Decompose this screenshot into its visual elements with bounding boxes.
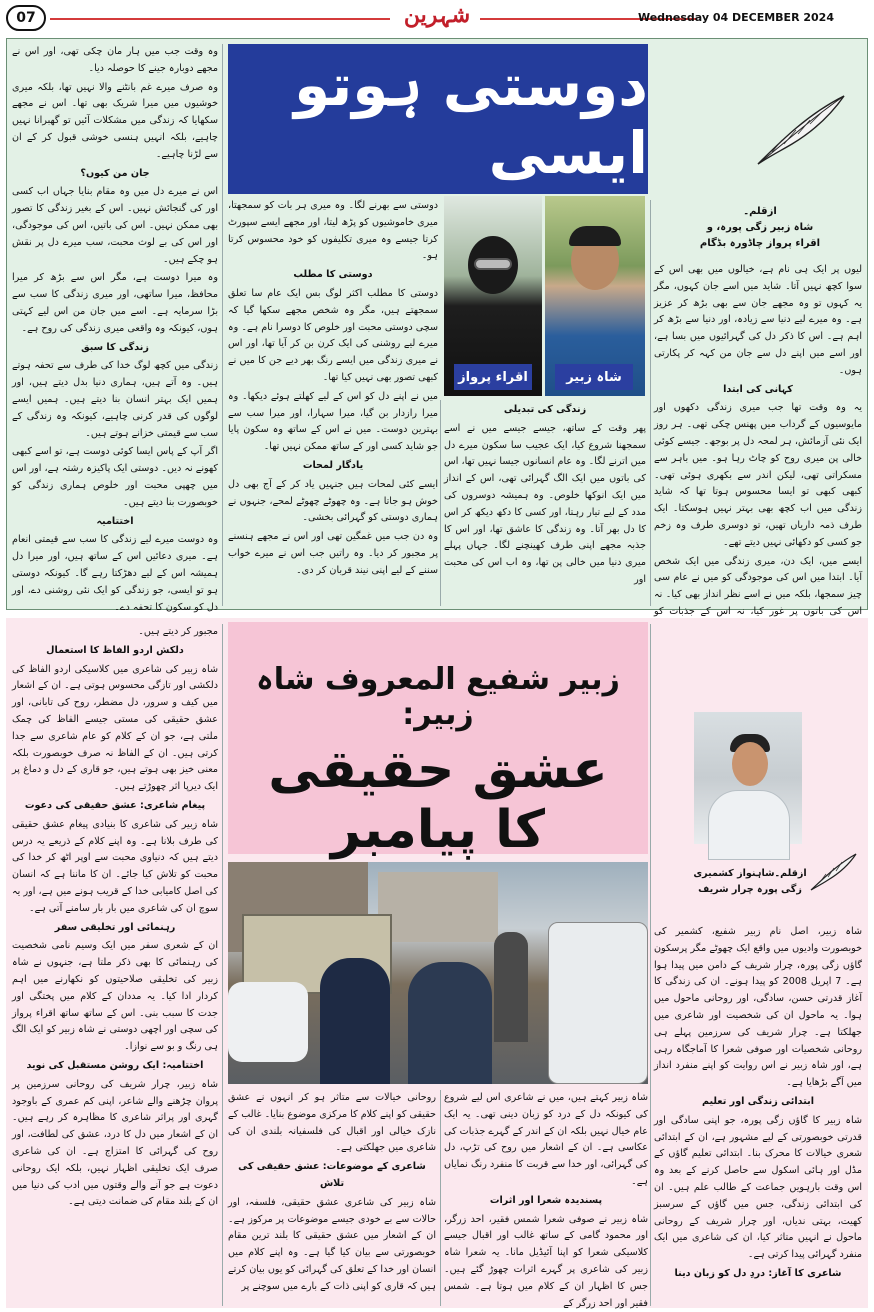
paragraph: دوستی سے بھرنے لگا۔ وہ میری ہر بات کو سمجھتا، میری خاموشیوں کو پڑھ لیتا، اور مجھے ایسے سپورٹ کرتا جیسے وہ میری تکلیفوں کو خود محسوس کرتا ہو۔ [228, 200, 438, 262]
column-divider [440, 400, 441, 606]
issue-date: Wednesday 04 DECEMBER 2024 [637, 11, 834, 24]
subheading: اختتامیہ: ایک روشن مستقبل کی نوید [26, 1059, 204, 1071]
paragraph: شاہ زبیر کی شاعری میں کلاسیکی اردو الفاظ کی دلکشی اور تازگی محسوس ہوتی ہے۔ ان کے اشعار میں کیف و سرور، دل مضطر، روح کی تابانی، اور عشق حقیقی کی مستی جیسے الفاظ کی چمک ملتی ہے، جو ان کے کلام کو عام شاعری سے جدا کرتی ہیں۔ ان کے الفاظ نہ صرف خوبصورت بلکہ معنی خیز بھی ہوتے ہیں، جو قاری کے دل و دماغ پر ایک دیرپا اثر چھوڑتے ہیں۔ [12, 663, 218, 793]
hair [569, 226, 621, 246]
subheading: جان من کیوں؟ [80, 167, 150, 179]
column-divider [222, 624, 223, 1306]
headline-line-2: عشق حقیقی کا پیامبر [268, 740, 608, 860]
column-divider [650, 200, 651, 606]
byline-shah-zubair [690, 866, 810, 898]
column-friendship-mid2 [444, 400, 646, 608]
column-friendship-left [12, 44, 218, 613]
column-divider [440, 1090, 441, 1306]
face [732, 742, 768, 786]
paragraph: میں نے اپنے دل کو اس کے لیے کھلتے ہوئے دیکھا۔ وہ میرا رازدار بن گیا، میرا سہارا، اور میرا سب سے بہترین دوست۔ میں نے اس کے ساتھ وہ سکون پایا جو شاید کسی اور کے ساتھ ممکن نہیں تھا۔ [228, 390, 438, 453]
nameplate-iqra: اقراء پرواز [454, 364, 532, 390]
byline-place: اقراء پرواز چاڈورہ بڈگام [699, 238, 821, 249]
column-shah-mid2 [228, 1090, 436, 1308]
subheading: دوستی کا مطلب [293, 269, 373, 281]
subheading: ابتدائی زندگی اور تعلیم [701, 1095, 815, 1107]
person [320, 958, 390, 1084]
subheading: زندگی کا سبق [81, 341, 149, 353]
byline-friendship [660, 204, 860, 252]
column-shah-mid [444, 1090, 648, 1308]
byline-place: زگی پورہ چرار شریف [698, 884, 802, 895]
headline-shah-zubair [228, 622, 648, 860]
byline-label: ازقلم۔ [743, 206, 777, 217]
newspaper-logo: شہرین [403, 2, 471, 28]
building [378, 872, 498, 942]
header-rule-left [50, 18, 390, 20]
subheading: شاعری کا آغاز: دردِ دل کو زبان دینا [674, 1267, 842, 1279]
person [494, 932, 528, 1042]
paragraph: شاہ زبیر کا گاؤں زگی پورہ، جو اپنی سادگی اور قدرتی خوبصورتی کے لیے مشہور ہے، ان کے ابتدائی شعری خیالات کا محرک بنا۔ ابتدائی تعلیم گاؤں کے مڈل اور ہائی اسکول سے حاصل کرنے کے بعد وہ اس وقت بارہویں جماعت کے طالب علم ہیں۔ ان کی ابتدائی زندگی، جس میں گاؤں کے سرسبز کھیت، بہتی ندیاں، اور چرار شریف کے روحانی ماحول نے انہیں متاثر کیا، ان کی شاعری میں ایک منفرد گہرائی پیدا کرتی ہے۔ [654, 1114, 862, 1261]
paragraph: شاہ زبیر کی شاعری عشق حقیقی، فلسفہ، اور حالات سے بے خودی جیسے موضوعات پر مرکوز ہے۔ ان کے اشعار میں عشق حقیقی کا بلند ترین مقام خوبصورتی سے بیان کیا گیا ہے۔ وہ اپنے کلام میں انسان اور خدا کے تعلق کی گہرائی کو یوں بیان کرتے ہیں کہ قاری کو اپنی ذات کے بارے میں سوچنے پر [228, 1196, 436, 1292]
subheading: کہانی کی ابتدا [723, 383, 793, 395]
paragraph: لیوں پر ایک ہی نام ہے، خیالوں میں بھی اس کے سوا کچھ نہیں آتا۔ شاید میں اسے جان کہوں، مگر یہ کہوں تو وہ مجھے جان سے بھی بڑھ کر عزیز ہے۔ وہ میرے لیے دنیا سے زیادہ، اور دنیا سے بڑھ کر اہم ہے۔ اس کا ذکر دل کی گہرائیوں میں بسا ہے، اور اسے میں اپنے دل سے جان من کہہ کر پکارتی ہوں۔ [654, 264, 862, 376]
nameplate-shah: شاہ زبیر [555, 364, 633, 390]
paragraph: زندگی میں کچھ لوگ خدا کی طرف سے تحفہ ہوتے ہیں۔ وہ آتے ہیں، ہماری دنیا بدل دیتے ہیں، اور ہمیں ایک بہتر انسان بنا دیتے ہیں۔ ہمیں ایسے لوگوں کی قدر کرنی چاہیے، کیونکہ وہ زندگی کے سب سے قیمتی خزانے ہوتے ہیں۔ [12, 360, 218, 439]
paragraph: ایسے کئی لمحات ہیں جنہیں یاد کر کے آج بھی دل خوش ہو جاتا ہے۔ وہ چھوٹے چھوٹے لمحے، جنہوں نے ہماری دوستی کو گہرائی بخشی۔ [228, 478, 438, 524]
byline-label: ازقلم۔شاہنواز کشمیری [693, 868, 807, 879]
paragraph: ان کے شعری سفر میں ایک وسیم نامی شخصیت کی رہنمائی کا بھی ذکر ملتا ہے، جنہوں نے شاہ زبیر کی تخلیقی صلاحیتوں کو نکھارنے میں اہم کردار ادا کیا۔ یہ مددان کے کلام میں پختگی اور جدت کا سبب بنی۔ اس کے ساتھ ساتھ اقراء پرواز کی سچی اور اچھی دوستی نے شاہ زبیر کو ایک الگ ہی رنگ و بو سے نوازا۔ [12, 940, 218, 1053]
subheading: دلکش اردو الفاظ کا استعمال [46, 644, 184, 656]
paragraph: شاہ زبیر کہتے ہیں، میں نے شاعری اس لیے شروع کی کیونکہ دل کے درد کو زبان دینی تھی۔ یہ ایک عام خیال نہیں بلکہ ان کے اندر کے گہرے جذبات کی عکاسی ہے۔ ان کے اشعار میں روح کی تڑپ، دل کی گہرائی، اور خدا سے قربت کا منفرد رنگ نمایاں ہے۔ [444, 1092, 648, 1187]
subheading: پسندیدہ شعرا اور اثرات [489, 1194, 603, 1206]
column-shah-right [654, 924, 862, 1308]
paragraph: وہ دن جب میں غمگین تھی اور اس نے مجھے ہنسنے پر مجبور کر دیا۔ وہ راتیں جب اس نے میرے خواب سننے کے لیے اپنی نیند قربان کر دی۔ [228, 531, 438, 576]
paragraph: وہ میرا دوست ہے، مگر اس سے بڑھ کر میرا محافظ، میرا ساتھی، اور میری زندگی کا سب سے بڑا سرمایہ ہے۔ اسے میں جان من اس لیے کہتی ہوں، کیونکہ وہ واقعی میری زندگی کی روح ہے۔ [12, 272, 218, 334]
car [548, 922, 648, 1084]
paragraph: شاہ زبیر، چرار شریف کی روحانی سرزمین پر پروان چڑھنے والے شاعر، اپنی کم عمری کے باوجود گہری اور پراثر شاعری کا مظاہرہ کر رہے ہیں۔ ان کے اشعار میں دل کا درد، عشق کی لطافت، اور روح کی گہرائی کا امتزاج ہے۔ ان کی شاعری صرف ایک تخلیقی اظہار نہیں، بلکہ ایک روحانی دعوت ہے جو آنے والے وقتوں میں ادب کی دنیا میں ان کے بلند مقام کی ضمانت دیتی ہے۔ [12, 1078, 218, 1208]
paragraph: شاہ زبیر کی شاعری کا بنیادی پیغام عشق حقیقی کی طرف بلانا ہے۔ وہ اپنے کلام کے ذریعے یہ درس دیتے ہیں کہ دنیاوی محبت سے اوپر اٹھ کر خدا کی محبت کو تلاش کیا جائے۔ ان کا ماننا ہے کہ انسان کی اصل کامیابی خدا کے قریب ہونے میں ہے، اور یہ سوچ ان کی شاعری میں بار بار سامنے آتی ہے۔ [12, 818, 218, 914]
paragraph: پھر وقت کے ساتھ، جیسے جیسے میں نے اسے سمجھنا شروع کیا، ایک عجیب سا سکون میرے دل میں اترنے لگا۔ وہ عام انسانوں جیسا نہیں تھا، اس کی باتوں میں ایک الگ گہرائی تھی، اس کے انداز میں ایک انوکھا خلوص۔ وہ ہمیشہ دوسروں کی مدد کے لیے تیار رہتا، اور کسی کا دکھ دیکھ کر اس کا دل بھر آتا۔ وہ زندگی کا عاشق تھا، اور اس کا جذبہ مجھے اپنی طرف کھینچنے لگا۔ جہاں پہلے میری دنیا میں خالی پن تھا، وہ اب اس کی محبت اور [444, 422, 646, 585]
paragraph: شاہ زبیر، اصل نام زبیر شفیع، کشمیر کی خوبصورت وادیوں میں واقع ایک چھوٹے مگر پرسکون گاؤں زگی پورہ، چرار شریف کے دامن میں پیدا ہوا ہے۔ 7 اپریل 2008 کو پیدا ہونے۔ ان کی زندگی کا آغاز قدرتی حسن، سادگی، اور روحانی ماحول میں ہوا۔ یہ ماحول ان کی شخصیت اور شاعری میں جھلکتا ہے۔ چرار شریف کی سرزمین پہلے ہی روحانی شخصیات اور صوفی شعرا کا آماجگاہ رہی ہے، اور شاہ زبیر نے اس روایت کو اپنے منفرد انداز میں آگے بڑھایا ہے۔ [654, 926, 862, 1089]
column-shah-left [12, 624, 218, 1308]
glasses [474, 258, 512, 270]
column-divider [650, 624, 651, 1306]
subheading: اختتامیہ [96, 515, 134, 527]
subheading: یادگار لمحات [302, 459, 364, 471]
paragraph: ایسے میں، ایک دن، میری زندگی میں ایک شخص آیا۔ ابتدا میں اس کی موجودگی کو میں نے عام سی چیز سمجھا، بلکہ میں نے اسے نظر انداز بھی کیا۔ نہ اس کی باتوں پر غور کیا، نہ اس کے جذبات کو [654, 555, 862, 617]
subheading: رہنمائی اور تخلیقی سفر [54, 921, 176, 933]
paragraph: شاہ زبیر نے صوفی شعرا شمس فقیر، احد زرگر، اور محمود گامی کے ساتھ غالب اور اقبال جیسے کلاسیکی شعرا کو اپنا آئیڈیل مانا۔ یہ شعرا شاہ زبیر کی شاعری پر گہرے اثرات چھوڑ گئے ہیں۔ جس کا اظہار ان کے کلام میں ہوتا ہے۔ شمس فقیر اور احد زرگر کے [444, 1213, 648, 1309]
quill-feather-icon [752, 92, 848, 168]
paragraph: وہ صرف میرے غم بانٹنے والا نہیں تھا، بلکہ میری خوشیوں میں میرا شریک بھی تھا۔ اس نے مجھے سکھایا کہ زندگی میں مشکلات آئیں تو گھبرانا نہیں چاہیے، بلکہ انہیں ہنسی خوشی قبول کر کے ان سے لڑنا چاہیے۔ [12, 81, 218, 160]
photo-shah-zubair [545, 196, 645, 396]
photo-street-scene [228, 862, 648, 1084]
car [228, 982, 308, 1062]
headline-friendship: دوستی ہوتو ایسی [228, 44, 648, 194]
person [408, 962, 492, 1084]
photo-iqra-parwaz [444, 196, 542, 396]
subheading: شاعری کے موضوعات: عشق حقیقی کی تلاش [238, 1161, 426, 1189]
column-divider [222, 44, 223, 606]
paragraph: مجبور کر دیتے ہیں۔ [138, 626, 218, 637]
headline-line-1: زبیر شفیع المعروف شاہ زبیر: [256, 662, 620, 732]
column-friendship-right [654, 262, 862, 617]
page-number: 07 [6, 5, 46, 31]
shirt [708, 790, 790, 860]
subheading: پیغام شاعری: عشق حقیقی کی دعوت [24, 799, 206, 811]
masthead [0, 0, 874, 36]
paragraph: اگر آپ کے پاس ایسا کوئی دوست ہے، تو اسے کبھی کھونے نہ دیں۔ دوستی ایک پاکیزہ رشتہ ہے، اور اس میں چھپی محبت اور خلوص ہماری زندگی کو خوبصورت بنا دیتے ہیں۔ [12, 446, 218, 508]
quill-feather-icon [808, 852, 858, 892]
column-friendship-mid [228, 198, 438, 608]
photo-portrait-shah-zubair [694, 712, 802, 844]
byline-authors: شاہ زبیر زگی پورہ، و [706, 222, 814, 233]
paragraph: وہ دوست میرے لیے زندگی کا سب سے قیمتی انعام ہے۔ میری دعائیں اس کے ساتھ ہیں، اور میرا دل ہمیشہ اس کے لیے دھڑکتا رہے گا۔ کیونکہ دوستی ہو تو ایسی، جو زندگی کو ایک نئی روشنی دے، اور دل کو سکون کا تحفہ دے۔ [12, 534, 218, 613]
paragraph: وہ وقت جب میں ہار مان چکی تھی، اور اس نے مجھے دوبارہ جینے کا حوصلہ دیا۔ [12, 46, 218, 74]
paragraph: روحانی خیالات سے متاثر ہو کر انہوں نے عشق حقیقی کو اپنے کلام کا مرکزی موضوع بنایا۔ غالب کے نازک خیالی اور اقبال کی فلسفیانہ بلندی ان کی شاعری میں جھلکتی ہے۔ [228, 1092, 436, 1154]
paragraph: اس نے میرے دل میں وہ مقام بنایا جہاں اب کسی اور کی گنجائش نہیں۔ اس کے بغیر زندگی کا تصور بھی ممکن نہیں۔ اس کی باتیں، اس کی موجودگی، اور اس کی بے لوث محبت، سب میرے دل پر نقش ہو چکے ہیں۔ [12, 186, 218, 265]
subheading: زندگی کی تبدیلی [503, 404, 587, 415]
paragraph: یہ وہ وقت تھا جب میری زندگی دکھوں اور مایوسیوں کے گرداب میں پھنس چکی تھی۔ ہر روز ایک نئی آزمائش، ہر لمحہ دل پر بوجھ۔ جیسے کوئی خالی پن میری روح کو چاٹ رہا ہو۔ میں باہر سے مسکراتی تھی، لیکن اندر سے بکھری ہوئی تھی۔ کبھی کبھی تو ایسا محسوس ہوتا تھا کہ شاید زندگی میں اب کچھ بھی بہتر نہیں ہوسکتا۔ ایک طرف ذمہ داریاں تھیں، تو دوسری طرف وہ زخم جو کسی کو دکھائی نہیں دیتے تھے۔ [654, 402, 862, 548]
paragraph: دوستی کا مطلب اکثر لوگ بس ایک عام سا تعلق سمجھتے ہیں، مگر وہ شخص مجھے سکھا گیا کہ سچی دوستی محبت اور خلوص کا دوسرا نام ہے۔ وہ میرے لیے روشنی کی ایک کرن بن کر آیا تھا، اور اس نے میری زندگی میں ایسے رنگ بھر دیے جن کا میں نے کبھی تصور بھی نہیں کیا تھا۔ [228, 287, 438, 383]
